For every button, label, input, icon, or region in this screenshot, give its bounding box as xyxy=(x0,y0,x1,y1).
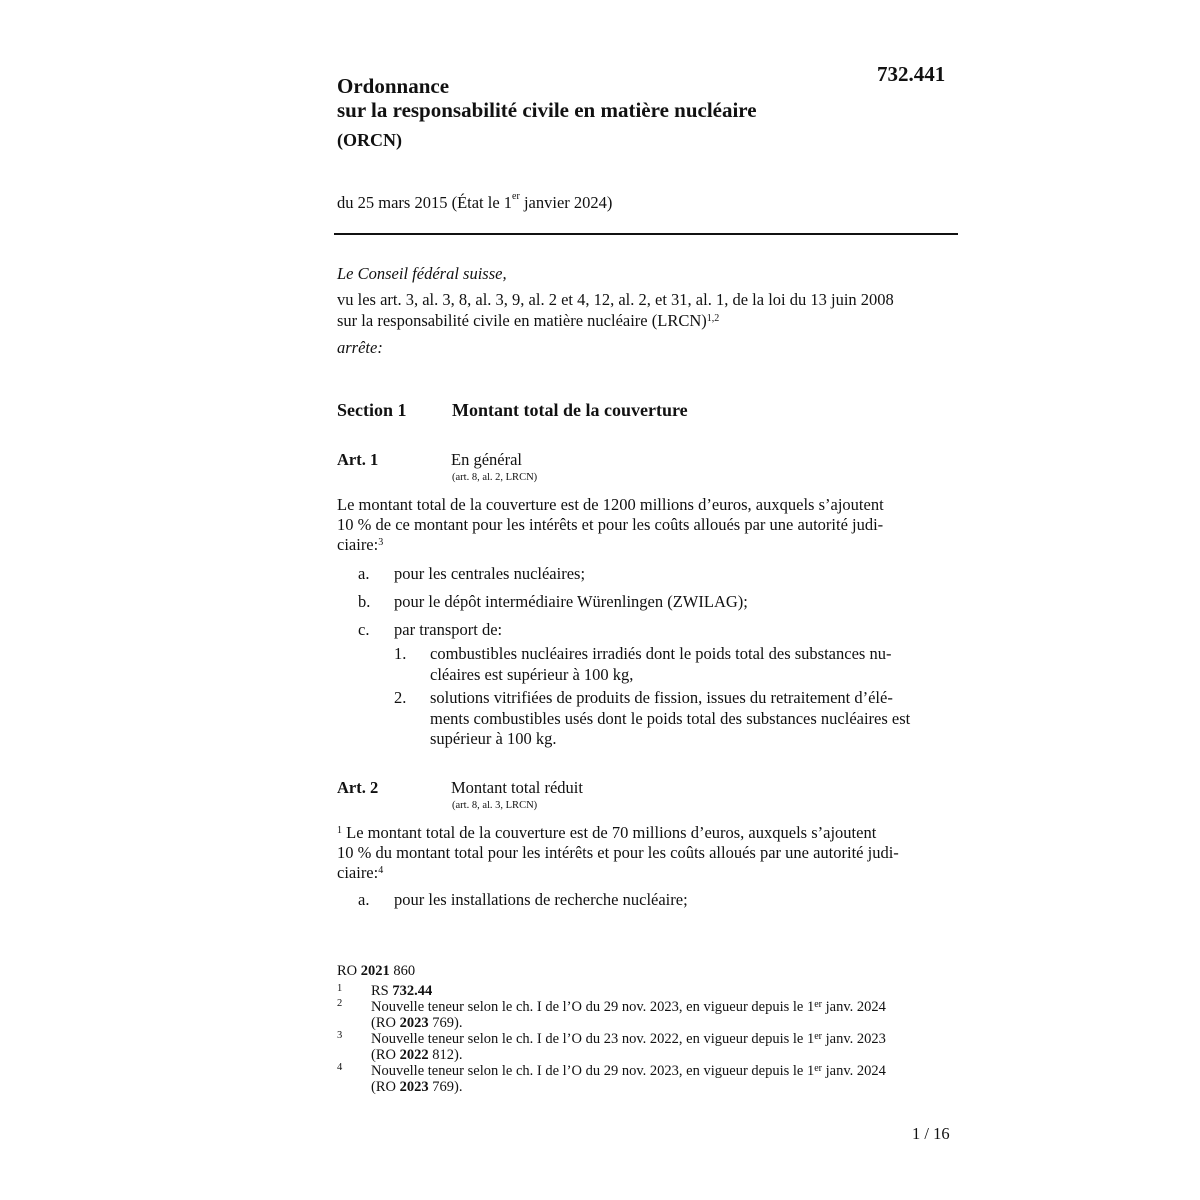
art1-item-text: pour le dépôt intermédiaire Würenlingen (ZWILAG); xyxy=(394,592,748,611)
art2-label: Art. 2 xyxy=(337,778,379,797)
art1-item-text: pour les centrales nucléaires; xyxy=(394,564,586,583)
title-line-1: Ordonnance xyxy=(337,74,450,98)
art1-text-3: ciaire:$^3$ xyxy=(337,535,384,554)
footnote-text: Nouvelle teneur selon le ch. I de l’O du 29 nov. 2023, en vigueur depuis le 1er janv. 2024 (RO 2023 769). xyxy=(371,1063,886,1095)
date-status: du 25 mars 2015 (État le 1er janvier 2024) xyxy=(337,191,613,212)
preamble-considering-2: sur la responsabilité civile en matière nucléaire (LRCN)$^{1,2}$ xyxy=(337,311,720,330)
footnote-number: 2 xyxy=(337,998,343,1009)
art1-item-label: c. xyxy=(358,620,370,639)
ro-reference: RO 2021 860 xyxy=(337,963,416,979)
art1-item-text: par transport de: xyxy=(394,620,503,639)
art2-text-2: 10 % du montant total pour les intérêts et pour les coûts alloués par une autorité judi- xyxy=(337,843,899,862)
art1-title: En général xyxy=(451,450,523,469)
rs-number: 732.441 xyxy=(877,62,946,86)
preamble-authority: Le Conseil fédéral suisse, xyxy=(337,264,507,283)
art1-item-label: b. xyxy=(358,592,371,611)
footnote-text: Nouvelle teneur selon le ch. I de l’O du 29 nov. 2023, en vigueur depuis le 1er janv. 2024 (RO 2023 769). xyxy=(371,999,886,1031)
art2-reference: (art. 8, al. 3, LRCN) xyxy=(452,800,538,811)
footnote-text: RS 732.44 xyxy=(371,983,433,999)
header-divider xyxy=(334,233,958,235)
art1-text-2: 10 % de ce montant pour les intérêts et pour les coûts alloués par une autorité judi- xyxy=(337,515,884,534)
section-label: Section 1 xyxy=(337,400,407,420)
art1-subitem-text: solutions vitrifiées de produits de fission, issues du retraitement d’élé- ments combustibles usés dont le poids total des substances nucléaires est supérieur à 100 kg. xyxy=(430,688,911,748)
preamble-considering-1: vu les art. 3, al. 3, 8, al. 3, 9, al. 2 et 4, 12, al. 2, et 31, al. 1, de la loi du 13 juin 2008 xyxy=(337,290,894,309)
footnote-number: 4 xyxy=(337,1062,343,1073)
art1-subitem-label: 1. xyxy=(394,644,407,663)
art1-text-1: Le montant total de la couverture est de 1200 millions d’euros, auxquels s’ajoutent xyxy=(337,495,884,514)
footnote-number: 1 xyxy=(337,983,343,994)
art1-subitem-label: 2. xyxy=(394,688,407,707)
footnote-text: Nouvelle teneur selon le ch. I de l’O du 23 nov. 2022, en vigueur depuis le 1er janv. 2023 (RO 2022 812). xyxy=(371,1031,886,1063)
footnote-number: 3 xyxy=(337,1030,343,1041)
art1-item-label: a. xyxy=(358,564,370,583)
art1-subitem-text: combustibles nucléaires irradiés dont le poids total des substances nu- cléaires est supérieur à 100 kg, xyxy=(430,644,892,684)
title-abbreviation: (ORCN) xyxy=(337,130,402,150)
art1-reference: (art. 8, al. 2, LRCN) xyxy=(452,472,538,483)
page-number: 1 / 16 xyxy=(912,1124,950,1143)
title-line-2: sur la responsabilité civile en matière nucléaire xyxy=(337,98,757,122)
art2-text-3: ciaire:$^4$ xyxy=(337,863,384,882)
art2-item-text: pour les installations de recherche nucléaire; xyxy=(394,890,688,909)
art1-label: Art. 1 xyxy=(337,450,379,469)
art2-title: Montant total réduit xyxy=(451,778,583,797)
art2-text-1: $^1$ Le montant total de la couverture est de 70 millions d’euros, auxquels s’ajoutent xyxy=(337,823,877,842)
section-title: Montant total de la couverture xyxy=(452,400,688,420)
preamble-decrees: arrête: xyxy=(337,338,383,357)
art2-item-label: a. xyxy=(358,890,370,909)
